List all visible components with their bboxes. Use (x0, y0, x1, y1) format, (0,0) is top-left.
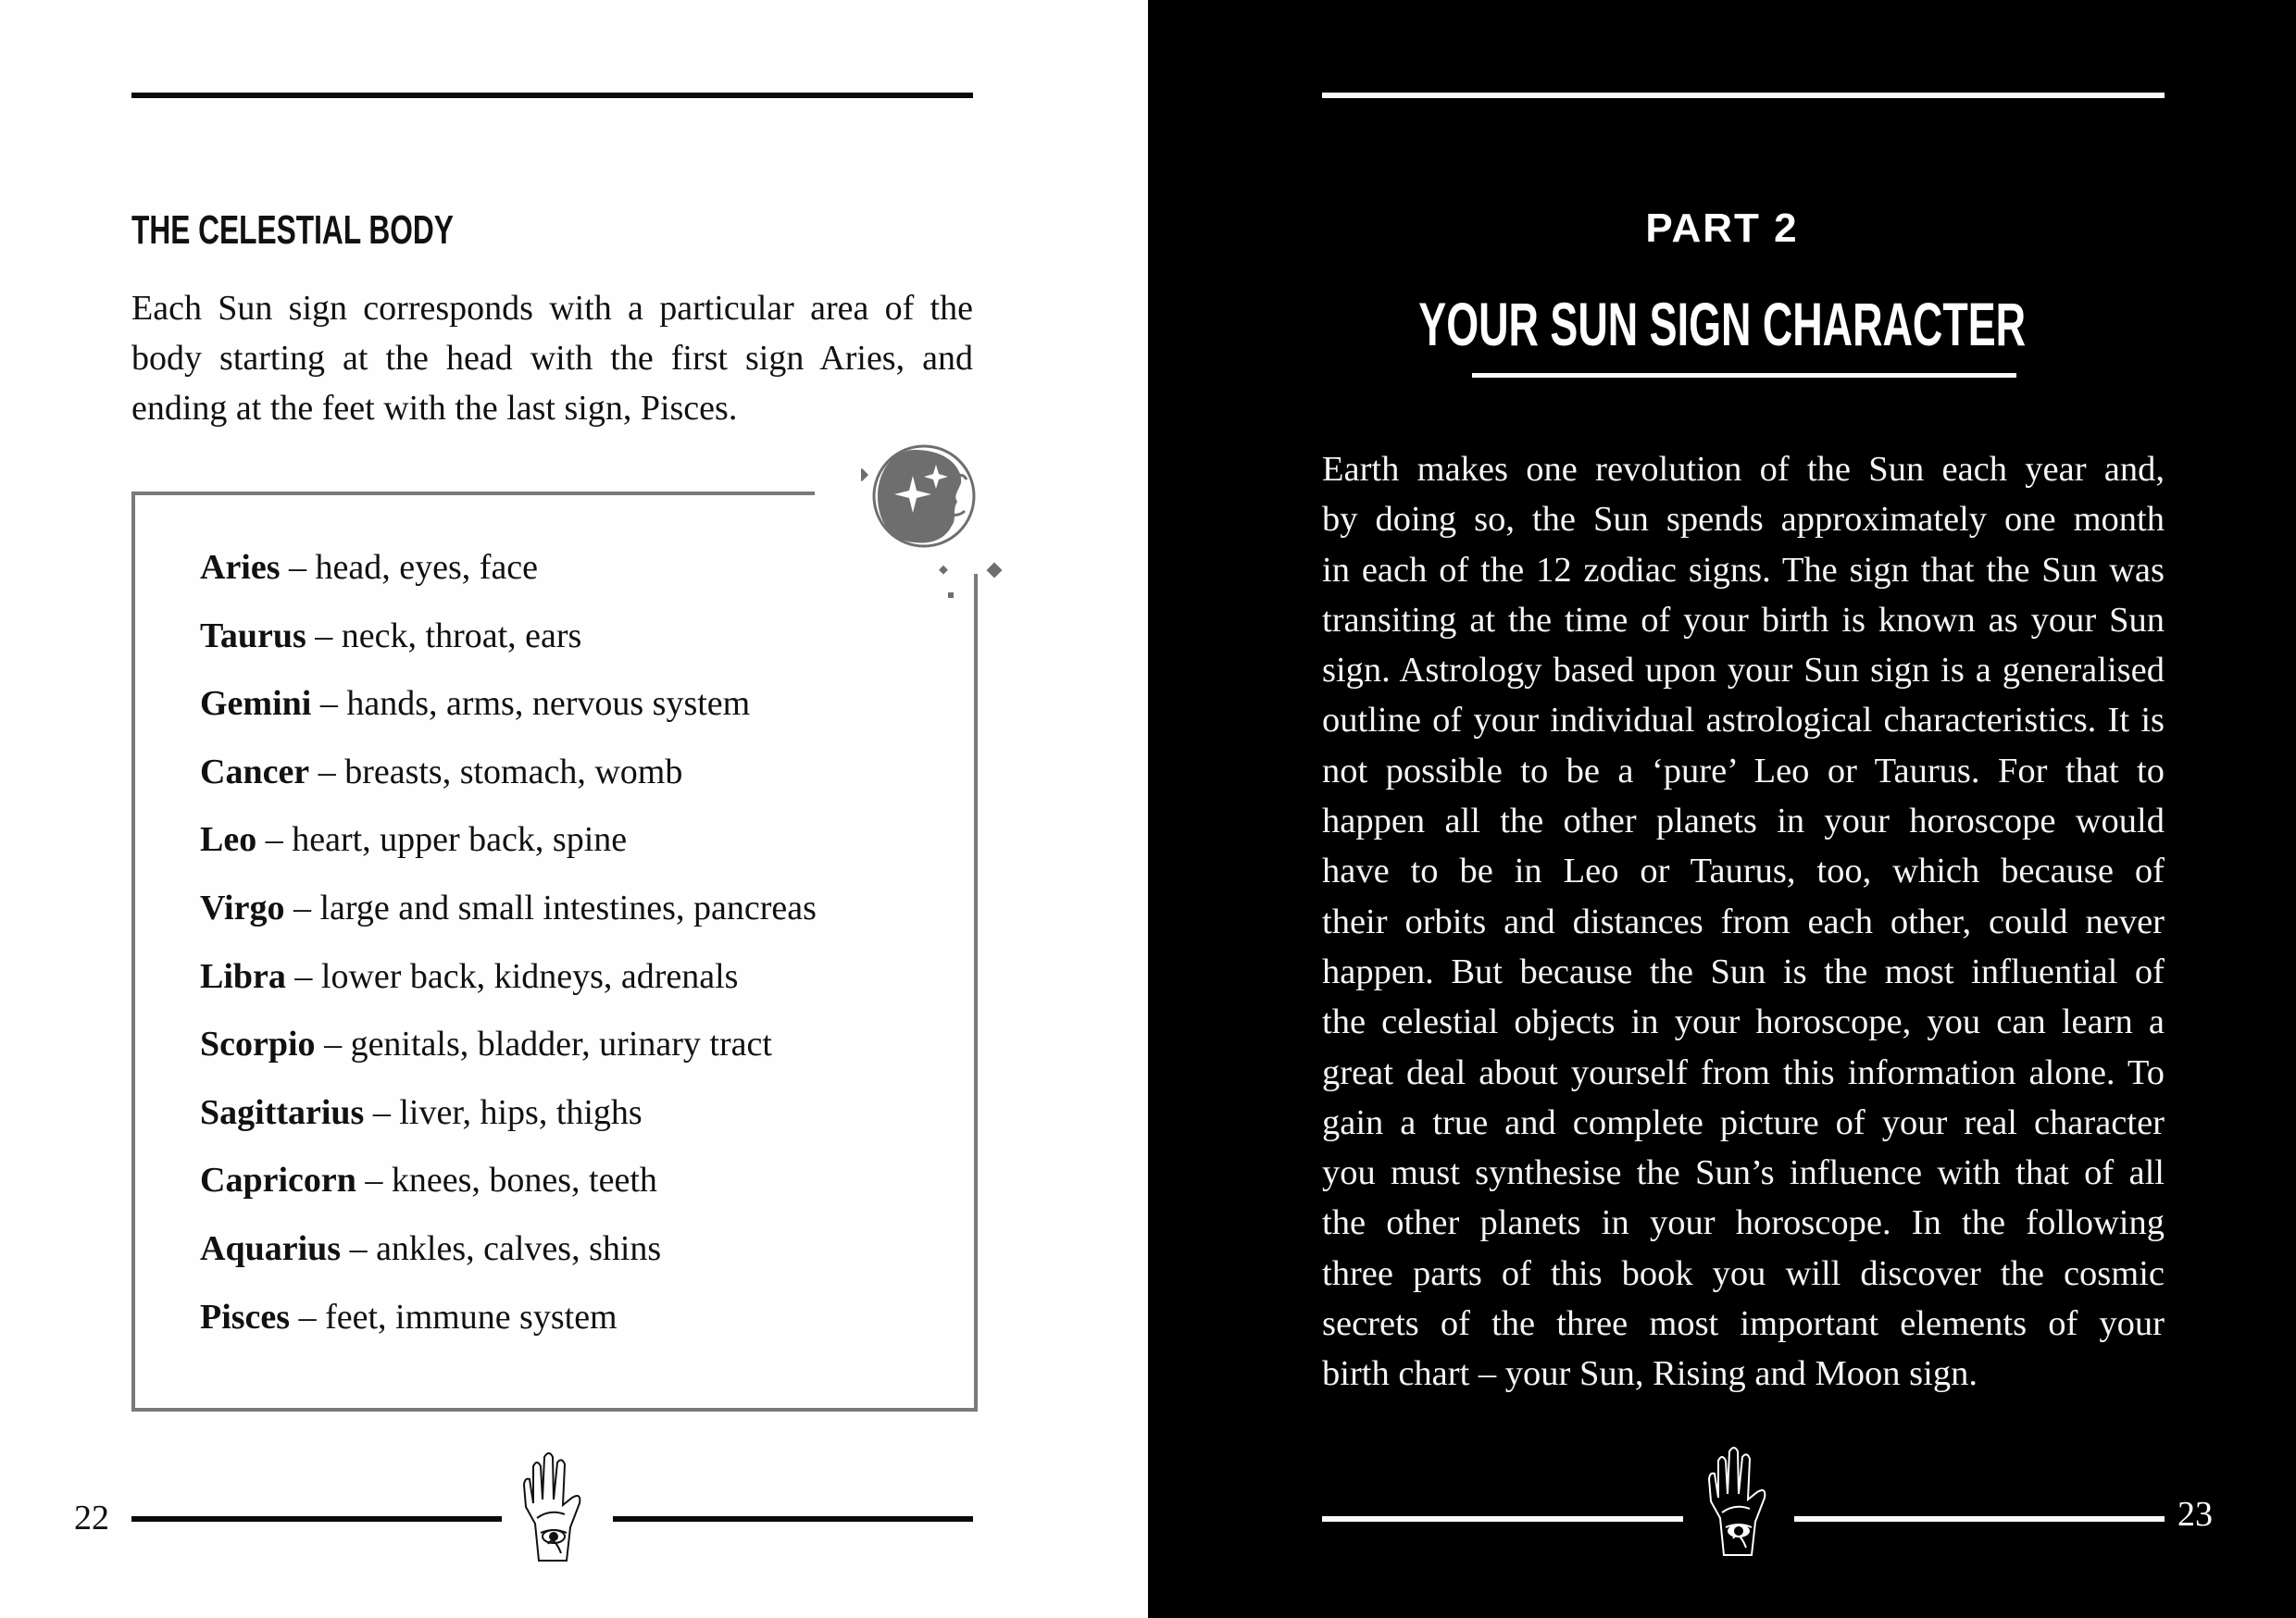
intro-line: ending at the feet with the last sign, Pisces. (131, 389, 738, 428)
body-line: transiting at the time of your birth is known as your Sun (1322, 600, 2165, 640)
intro-line: Each Sun sign corresponds with a particular area of the (131, 289, 973, 328)
body-line: gain a true and complete picture of your real character (1322, 1102, 2165, 1142)
body-line: in each of the 12 zodiac signs. The sign that the Sun was (1322, 550, 2165, 590)
list-item: Leo – heart, upper back, spine (200, 820, 628, 860)
list-item: Cancer – breasts, stomach, womb (200, 752, 683, 791)
chapter-body (1322, 444, 2165, 1400)
title-underline (1472, 373, 2016, 378)
body-line: three parts of this book you will discover the cosmic (1322, 1253, 2165, 1293)
body-line: their orbits and distances from each other, could never (1322, 902, 2165, 941)
body-line: by doing so, the Sun spends approximately one month (1322, 500, 2165, 540)
intro-paragraph (131, 283, 973, 433)
body-line: birth chart – your Sun, Rising and Moon sign. (1322, 1354, 1978, 1394)
palmistry-hand-eye-icon (1705, 1446, 1779, 1557)
moon-face-icon (861, 437, 1009, 622)
body-line: outline of your individual astrological characteristics. It is (1322, 701, 2165, 741)
body-parts-list (200, 544, 817, 1362)
list-item: Virgo – large and small intestines, pancreas (200, 888, 817, 927)
body-line: sign. Astrology based upon your Sun sign is a generalised (1322, 651, 2165, 691)
part-label: PART 2 (1645, 205, 1799, 251)
intro-line: body starting at the head with the first sign Aries, and (131, 339, 973, 378)
list-item: Capricorn – knees, bones, teeth (200, 1161, 657, 1201)
page-number: 23 (2177, 1495, 2213, 1534)
list-item: Scorpio – genitals, bladder, urinary tract (200, 1025, 772, 1064)
list-item: Gemini – hands, arms, nervous system (200, 684, 751, 724)
palmistry-hand-eye-icon (520, 1451, 594, 1562)
chapter-title: YOUR SUN SIGN CHARACTER (1418, 290, 2026, 358)
list-item: Aquarius – ankles, calves, shins (200, 1228, 662, 1268)
list-item: Sagittarius – liver, hips, thighs (200, 1092, 643, 1132)
list-item: Taurus – neck, throat, ears (200, 616, 582, 655)
body-line: happen. But because the Sun is the most influential of (1322, 952, 2165, 991)
footer-rule-left (1322, 1516, 1683, 1522)
list-item: Pisces – feet, immune system (200, 1297, 618, 1337)
list-item: Aries – head, eyes, face (200, 548, 539, 587)
body-line: have to be in Leo or Taurus, too, which because of (1322, 852, 2165, 891)
section-heading: THE CELESTIAL BODY (131, 207, 454, 253)
body-line: the celestial objects in your horoscope, you can learn a (1322, 1002, 2165, 1042)
footer-rule-right (1794, 1516, 2165, 1522)
page-number: 22 (74, 1499, 109, 1537)
body-line: the other planets in your horoscope. In the following (1322, 1203, 2165, 1243)
top-rule (131, 93, 973, 98)
body-line: great deal about yourself from this information alone. To (1322, 1052, 2165, 1092)
body-line: not possible to be a ‘pure’ Leo or Taurus. For that to (1322, 751, 2165, 790)
body-line: Earth makes one revolution of the Sun each year and, (1322, 450, 2165, 489)
body-line: you must synthesise the Sun’s influence with that of all (1322, 1153, 2165, 1193)
list-item: Libra – lower back, kidneys, adrenals (200, 956, 739, 996)
body-line: secrets of the three most important elements of your (1322, 1304, 2165, 1344)
footer-rule-left (131, 1516, 502, 1522)
body-line: happen all the other planets in your horoscope would (1322, 802, 2165, 841)
footer-rule-right (613, 1516, 973, 1522)
top-rule (1322, 93, 2165, 98)
